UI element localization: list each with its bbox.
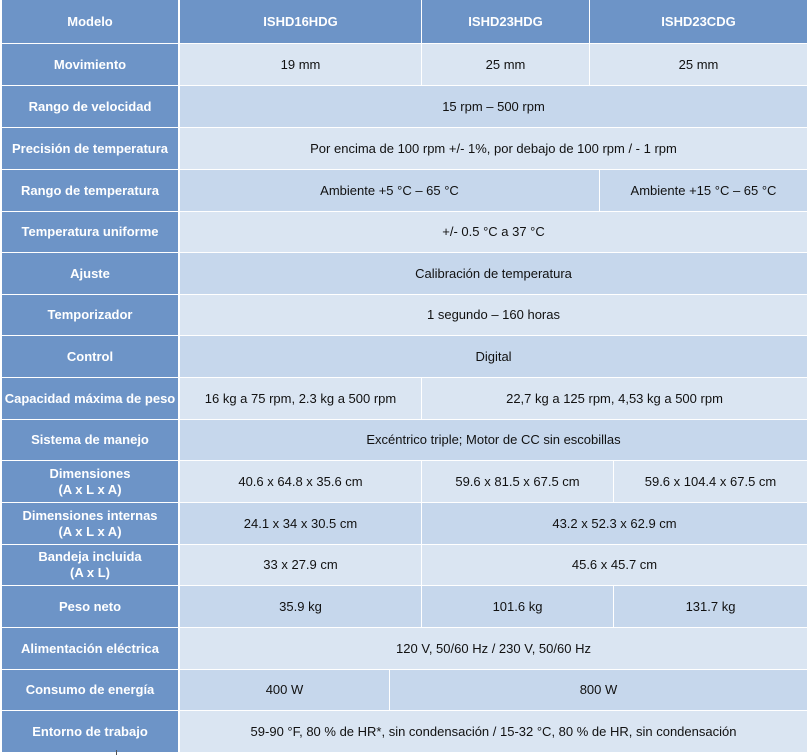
row-label: Temperatura uniforme [2, 212, 180, 253]
divider [116, 750, 117, 755]
row-label: Sistema de manejo [2, 420, 180, 461]
table-row [2, 420, 808, 461]
row-label: Alimentación eléctrica [2, 628, 180, 670]
row-label: Control [2, 336, 180, 378]
row-value: 131.7 kg [614, 586, 808, 628]
row-label: Dimensiones (A x L x A) [2, 461, 180, 503]
row-value: 33 x 27.9 cm [180, 545, 422, 586]
header-row [2, 0, 808, 44]
row-label: Capacidad máxima de peso [2, 378, 180, 420]
row-value: 59.6 x 81.5 x 67.5 cm [422, 461, 614, 503]
table-row [2, 628, 808, 670]
table-row [2, 503, 808, 545]
table-row [2, 44, 808, 86]
table-row [2, 86, 808, 128]
table-row [2, 670, 808, 711]
row-value: 24.1 x 34 x 30.5 cm [180, 503, 422, 545]
model-name: ISHD23CDG [590, 0, 808, 44]
row-value: Ambiente +15 °C – 65 °C [600, 170, 808, 212]
row-label: Rango de temperatura [2, 170, 180, 212]
row-value: 40.6 x 64.8 x 35.6 cm [180, 461, 422, 503]
table-row [2, 212, 808, 253]
model-name: ISHD23HDG [422, 0, 590, 44]
table-row [2, 711, 808, 753]
row-value: 43.2 x 52.3 x 62.9 cm [422, 503, 808, 545]
model-name: ISHD16HDG [180, 0, 422, 44]
row-value: Por encima de 100 rpm +/- 1%, por debajo de 100 rpm / - 1 rpm [180, 128, 808, 170]
row-value: 120 V, 50/60 Hz / 230 V, 50/60 Hz [180, 628, 808, 670]
table-row [2, 586, 808, 628]
table-row [2, 128, 808, 170]
row-label: Temporizador [2, 295, 180, 336]
row-value: 45.6 x 45.7 cm [422, 545, 808, 586]
row-value: Ambiente +5 °C – 65 °C [180, 170, 600, 212]
row-value: 35.9 kg [180, 586, 422, 628]
row-value: Digital [180, 336, 808, 378]
row-label: Rango de velocidad [2, 86, 180, 128]
table-row [2, 461, 808, 503]
table-row [2, 253, 808, 295]
row-value: 400 W [180, 670, 390, 711]
row-value: 22,7 kg a 125 rpm, 4,53 kg a 500 rpm [422, 378, 808, 420]
row-value: +/- 0.5 °C a 37 °C [180, 212, 808, 253]
row-value: 101.6 kg [422, 586, 614, 628]
row-label: Bandeja incluida (A x L) [2, 545, 180, 586]
row-value: 800 W [390, 670, 808, 711]
row-label: Precisión de temperatura [2, 128, 180, 170]
row-value: 59-90 °F, 80 % de HR*, sin condensación / 15-32 °C, 80 % de HR, sin condensación [180, 711, 808, 753]
row-value: 59.6 x 104.4 x 67.5 cm [614, 461, 808, 503]
row-value: Calibración de temperatura [180, 253, 808, 295]
row-value: 25 mm [590, 44, 808, 86]
row-value: 19 mm [180, 44, 422, 86]
row-value: 15 rpm – 500 rpm [180, 86, 808, 128]
table-row [2, 170, 808, 212]
row-value: 16 kg a 75 rpm, 2.3 kg a 500 rpm [180, 378, 422, 420]
row-label: Dimensiones internas (A x L x A) [2, 503, 180, 545]
row-label: Ajuste [2, 253, 180, 295]
table-row [2, 295, 808, 336]
row-value: 25 mm [422, 44, 590, 86]
row-label: Peso neto [2, 586, 180, 628]
row-label: Entorno de trabajo [2, 711, 180, 753]
row-value: 1 segundo – 160 horas [180, 295, 808, 336]
table-row [2, 378, 808, 420]
row-value: Excéntrico triple; Motor de CC sin escobillas [180, 420, 808, 461]
row-label: Consumo de energía [2, 670, 180, 711]
table-row [2, 336, 808, 378]
table-row [2, 545, 808, 586]
header-label: Modelo [2, 0, 180, 44]
row-label: Movimiento [2, 44, 180, 86]
